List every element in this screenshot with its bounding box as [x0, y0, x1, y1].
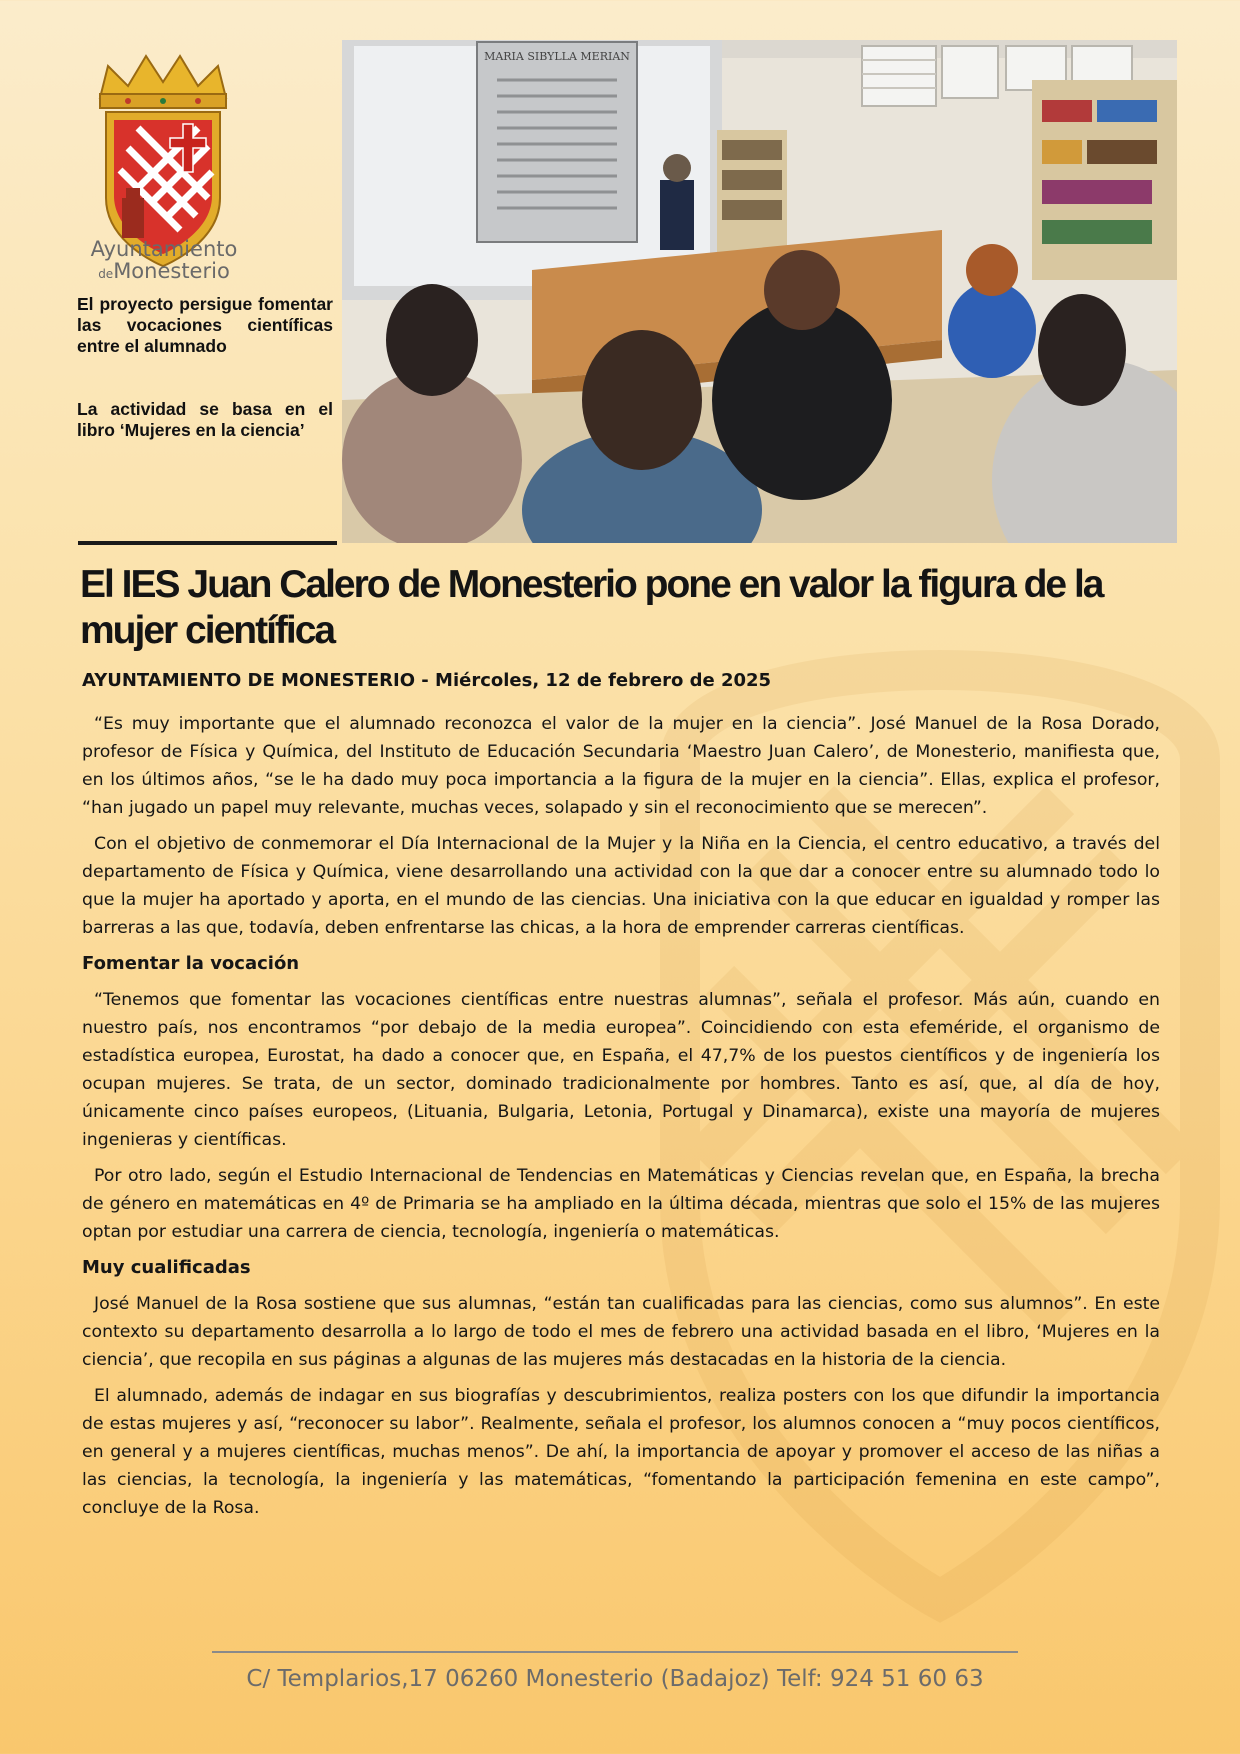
logo-line1: Ayuntamiento [90, 237, 238, 261]
article-byline: AYUNTAMIENTO DE MONESTERIO - Miércoles, 12 de febrero de 2025 [82, 670, 772, 691]
side-note-2: La actividad se basa en el libro ‘Mujeres en la ciencia’ [77, 399, 333, 440]
paragraph-6: El alumnado, además de indagar en sus biografías y descubrimientos, realiza posters con los que difundir la importancia de estas mujeres y así, “reconocer su labor”. Realmente, señala el profesor, los alumnos conocen a “muy pocos científicos, en general y a mujeres científicas, muchas menos”. De ahí, la importancia de apoyar y promover el acceso de las niñas a las ciencias, la tecnología, la ingeniería y las matemáticas, “fomentando la participación femenina en este campo”, concluye de la Rosa. [82, 1386, 1160, 1518]
side-note-1: El proyecto persigue fomentar las vocaciones científicas entre el alumnado [77, 294, 333, 356]
paragraph-5: José Manuel de la Rosa sostiene que sus alumnas, “están tan cualificadas para las ciencias, como sus alumnos”. En este contexto su departamento desarrolla a lo largo de todo el mes de febrero una actividad basada en el libro, ‘Mujeres en la ciencia’, que recopila en sus páginas a algunas de las mujeres más destacadas en la historia de la ciencia. [82, 1294, 1160, 1370]
logo-line2: Monesterio [113, 259, 230, 283]
poster-title: MARIA SIBYLLA MERIAN [484, 50, 630, 63]
subheading-cualificadas: Muy cualificadas [82, 1257, 251, 1278]
article-headline: El IES Juan Calero de Monesterio pone en valor la figura de la mujer científica [80, 563, 1103, 652]
paragraph-4: Por otro lado, según el Estudio Internacional de Tendencias en Matemáticas y Ciencias revelan que, en España, la brecha de género en matemáticas en 4º de Primaria se ha ampliado en la última década, mientras que solo el 15% de las mujeres optan por estudiar una carrera de ciencia, tecnología, ingeniería o matemáticas. [82, 1166, 1160, 1242]
crown-icon [100, 56, 226, 108]
logo-line2-prefix: de [98, 267, 114, 281]
footer-address: C/ Templarios,17 06260 Monesterio (Badajoz) Telf: 924 51 60 63 [246, 1666, 984, 1692]
paragraph-3: “Tenemos que fomentar las vocaciones científicas entre nuestras alumnas”, señala el profesor. Más aún, cuando en nuestro país, nos encontramos “por debajo de la media europea”. Coincidiendo con esta efeméride, el organismo de estadística europea, Eurostat, ha dado a conocer que, en España, el 47,7% de los puestos científicos y de ingeniería los ocupan mujeres. Se trata, de un sector, dominado tradicionalmente por hombres. Tanto es así, que, al día de hoy, únicamente cinco países europeos, (Lituania, Bulgaria, Letonia, Portugal y Dinamarca), existe una mayoría de mujeres ingenieras y científicas. [82, 990, 1160, 1150]
article-body [82, 710, 1160, 1530]
subheading-fomentar: Fomentar la vocación [82, 953, 300, 974]
logo-wordmark [84, 238, 244, 285]
classroom-photo [342, 40, 1177, 543]
paragraph-1: “Es muy importante que el alumnado reconozca el valor de la mujer en la ciencia”. José Manuel de la Rosa Dorado, profesor de Física y Química, del Instituto de Educación Secundaria ‘Maestro Juan Calero’, de Monesterio, manifiesta que, en los últimos años, “se le ha dado muy poca importancia a la figura de la mujer en la ciencia”. Ellas, explica el profesor, “han jugado un papel muy relevante, muchas veces, solapado y sin el reconocimiento que se merecen”. [82, 714, 1160, 818]
footer-rule [212, 1651, 1018, 1653]
paragraph-2: Con el objetivo de conmemorar el Día Internacional de la Mujer y la Niña en la Ciencia, el centro educativo, a través del departamento de Física y Química, viene desarrollando una actividad con la que dar a conocer entre su alumnado todo lo que la mujer ha aportado y aporta, en el mundo de las ciencias. Una iniciativa con la que educar en igualdad y romper las barreras a las que, todavía, deben enfrentarse las chicas, a la hora de emprender carreras científicas. [82, 834, 1160, 938]
divider-rule [78, 541, 337, 545]
